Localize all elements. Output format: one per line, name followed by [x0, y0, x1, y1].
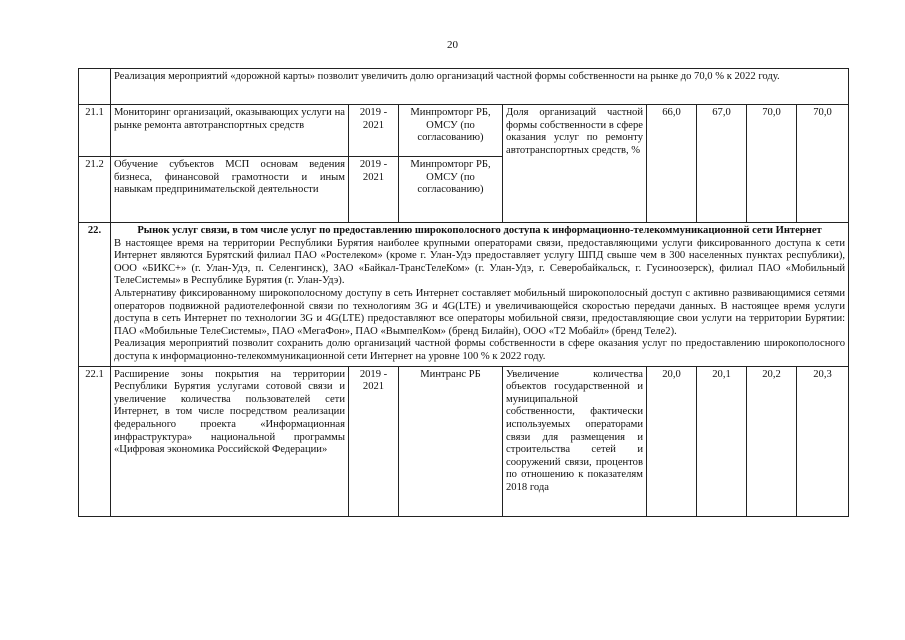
value-2021: 20,2 [747, 366, 797, 516]
table-row [79, 366, 849, 516]
row-number: 21.1 [79, 105, 111, 157]
period-cell: 2019 - 2021 [349, 366, 399, 516]
section-row [79, 223, 849, 367]
value-2020: 67,0 [697, 105, 747, 223]
activity-cell: Расширение зоны покрытия на территории Республики Бурятия услугами сотовой связи и увеличение количества пользователей сети Интернет, в том числе посредством реализации федерального проекта «Информационная инфраструктура» национальной программы «Цифровая экономика Российской Федерации» [111, 366, 349, 516]
executor-cell: Минпромторг РБ, ОМСУ (по согласованию) [399, 105, 503, 157]
indicator-cell: Увеличение количества объектов государственной и муниципальной собственности, фактически используемых операторами связи для размещения и строительства сетей и сооружений связи, процентов по отношению к показателям 2018 года [503, 366, 647, 516]
page-number: 20 [447, 39, 458, 51]
value-2020: 20,1 [697, 366, 747, 516]
period-cell: 2019 - 2021 [349, 105, 399, 157]
executor-cell: Минтранс РБ [399, 366, 503, 516]
intro-text: Реализация мероприятий «дорожной карты» позволит увеличить долю организаций частной формы собственности на рынке до 70,0 % к 2022 году. [111, 69, 849, 105]
value-2021: 70,0 [747, 105, 797, 223]
measures-table [78, 68, 849, 517]
value-2019: 66,0 [647, 105, 697, 223]
activity-cell: Обучение субъектов МСП основам ведения бизнеса, финансовой грамотности и иным навыкам предпринимательской деятельности [111, 157, 349, 223]
row-number: 21.2 [79, 157, 111, 223]
indicator-cell: Доля организаций частной формы собственности в сфере оказания услуг по ремонту автотранспортных средств, % [503, 105, 647, 223]
period-cell: 2019 - 2021 [349, 157, 399, 223]
value-2019: 20,0 [647, 366, 697, 516]
value-2022: 20,3 [797, 366, 849, 516]
section-paragraph: Альтернативу фиксированному широкополосному доступу в сеть Интернет составляет мобильный широкополосный доступ с активно развивающимися сетями операторов подвижной радиотелефонной связи по технологиям 3G и 4G(LTE) и увеличивающейся скоростью передачи данных. В настоящее время услуги доступа в сеть Интернет по технологии 3G и 4G(LTE) предоставляют все операторы мобильной связи, предоставляющие свои услуги на территории Бурятии: ПАО «Мобильные ТелеСистемы», ПАО «МегаФон», ПАО «ВымпелКом» (бренд Билайн), ООО «Т2 Мобайл» (бренд Теле2). [114, 287, 846, 337]
value-2022: 70,0 [797, 105, 849, 223]
row-number: 22.1 [79, 366, 111, 516]
section-paragraph: Реализация мероприятий позволит сохранить долю организаций частной формы собственности в сфере оказания услуг по предоставлению широкополосного доступа к информационно-телекоммуникационной сети Интернет на уровне 100 % к 2022 году. [114, 338, 846, 362]
executor-cell: Минпромторг РБ, ОМСУ (по согласованию) [399, 157, 503, 223]
table-row [79, 69, 849, 105]
section-title: Рынок услуг связи, в том числе услуг по предоставлению широкополосного доступа к информационно-телекоммуникационной сети Интернет [137, 225, 822, 236]
table-row [79, 105, 849, 157]
section-body [111, 223, 849, 367]
section-paragraph: В настоящее время на территории Республики Бурятия наиболее крупными операторами связи, предоставляющими услуги фиксированного доступа к сети Интернет являются Бурятский филиал ПАО «Ростелеком» (кроме г. Улан-Удэ предоставляет услугу ШПД свыше чем в 300 населенных пунктах республики), ООО «БИКС+» (г. Улан-Удэ, п. Селенгинск), ЗАО «Байкал-ТрансТелеКом» (г. Улан-Удэ, г. Северобайкальск, г. Гусиноозерск), филиал ПАО «Мобильный ТелеСистемы» в Республике Бурятия (г. Улан-Удэ). [114, 237, 846, 287]
section-number: 22. [79, 223, 111, 367]
empty-num-cell [79, 69, 111, 105]
activity-cell: Мониторинг организаций, оказывающих услуги на рынке ремонта автотранспортных средств [111, 105, 349, 157]
